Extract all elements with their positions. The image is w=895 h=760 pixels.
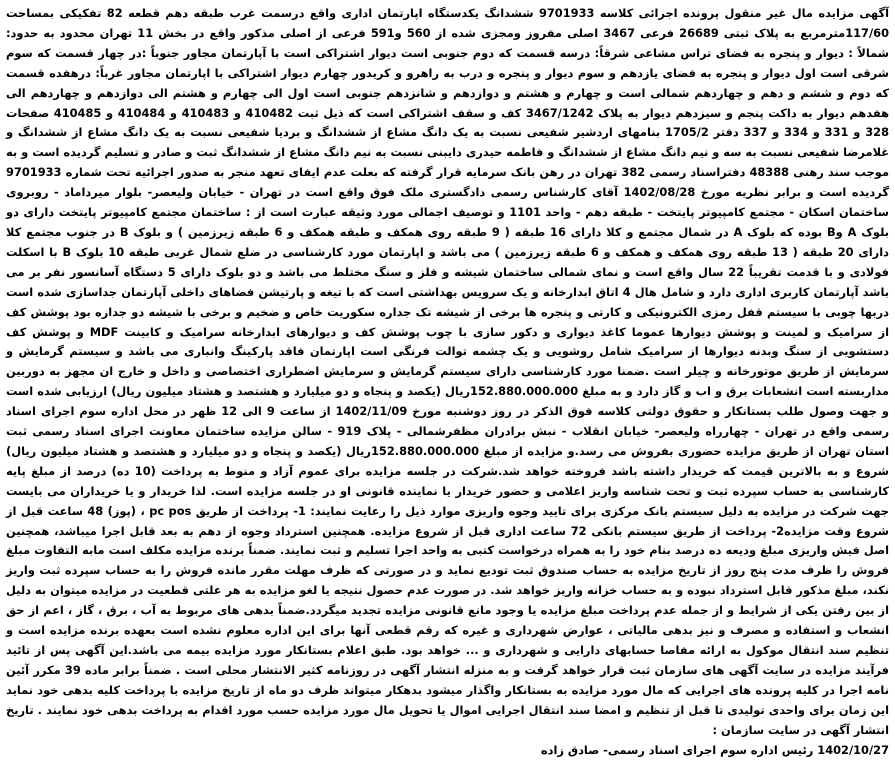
notice-signature: رئیس اداره سوم اجرای اسناد رسمی- صادق زاده [540, 742, 814, 757]
notice-date: 1402/10/27 [817, 742, 889, 757]
notice-body-text: آگهی مزایده مال غیر منقول پرونده اجرائی کلاسه 9701933 ششدانگ یکدستگاه اپارتمان اداری واقع درسمت غرب طبقه دهم قطعه 82 تفکیکی بمساحت 117/60مترمربع به پلاک ثبتی 26689 فرعی 3467 اصلی مفروز ومجزی شده از 560 و591 فرعی از اصلی مذکور واقع در بخش 11 تهران محدود به حدود: شمالاً : دیوار و پنجره به فضای تراس مشاعی شرقاً: درسه قسمت که دوم جنوبی است دیوار اشتراکی است با آپارتمان مجاور جنوباً :در چهار قسمت که سوم شرقی است اول دیوار و پنجره به فضای یازدهم و سوم دیوار و پنجره و درب به راهرو و کریدور چهارم دیوار اشتراکی با اپارتمان مجاور غرباً: درهفده قسمت که دوم و ششم و دهم و چهاردهم شمالی است و چهارم و هشتم و دوازدهم و شانزدهم جنوبی است اول الی چهارم و هشتم الی دوازدهم و چهاردهم الی هفدهم دیوار به داکت پنجم و سیزدهم دیوار به پلاک 3467/1242 کف و سقف اشتراکی است که ذیل ثبت 410482 و 410483 و 410484 و 410485 صفحات 328 و 331 و 334 و 337 دفتر 1705/2 بنامهای اردشیر شفیعی نسبت به یک دانگ مشاع از ششدانگ و بردیا شفیعی نسبت به یک دانگ مشاع از ششدانگ و غلامرضا شفیعی نسبت به سه و نیم دانگ مشاع از ششدانگ و فاطمه حیدری دایبنی نسبت به نیم دانگ مشاع از ششدانگ ثبت و صادر و تسلیم گردیده است و به موجب سند رهنی 48388 دفتراسناد رسمی 382 تهران در رهن بانک سرمایه قرار گرفته که بعلت عدم ایفای تعهد منجر به صدور اجرائیه تحت شماره 9701933 گردیده است و برابر نظریه مورخ 1402/08/28 آقای کارشناس رسمی دادگستری ملک فوق واقع است در تهران - خیابان ولیعصر- بلوار میرداماد - روبروی ساختمان اسکان - مجتمع کامپیوتر پایتخت - طبقه دهم - واحد 1101 و توصیف اجمالی مورد وثیقه عبارت است از : ساختمان مجتمع کامپیوتر پایتخت دارای دو بلوک A وB بوده که بلوک A در شمال مجتمع و کلا دارای 16 طبقه ( 9 طبقه روی همکف و طبقه همکف و 6 طبقه زیرزمین ) و بلوک B در جنوب مجتمع کلا دارای 20 طبقه ( 13 طبقه روی همکف و همکف و 6 طبقه زیرزمین ) می باشد و اپارتمان مورد کارشناسی در ضلع شمال غربی طبقه 10 بلوک B با اسکلت فولادی و با قدمت تقریباً 22 سال واقع است و نمای شمالی ساختمان شیشه و فلز و سنگ مختلط می باشد و دو بلوک دارای 5 دستگاه آسانسور نفر بر می باشد آپارتمان کاربری اداری دارد و شامل هال 4 اتاق ابدارخانه و یک سرویس بهداشتی است که با تیغه و پارتیشن فضاهای داخلی آپارتمان جداسازی شده است دربها چوبی با سیستم قفل رمزی الکترونیکی و کارتی و پنجره ها برخی از شیشه تک جداره سکوریت خاص و ضخیم و برخی با شیشه دو جداره بود پوشش کف از سرامیک و لمینت و پوشش دیوارها عموما کاغذ دیواری و دکور سازی با چوب پوشش کف و دیوارهای ابدارخانه سرامیک و کابینت MDF و پوشش کف دستشویی از سنگ وبدنه دیوارها از سرامیک شامل روشویی و یک چشمه توالت فرنگی است اپارتمان فاقد پارکینگ وانباری می باشد و سیستم گرمایش و سرمایش از طریق موتورخانه و چیلر است .ضمنا مورد کارشناسی دارای سیستم گرمایش و سرمایش اضطراری اختصاصی و داخل و خارج ان مجهز به دوربین مداربسته است انشعابات برق و اب و گاز دارد و به مبلغ 152.880.000.000ریال (یکصد و پنجاه و دو میلیارد و هشتصد و هشتاد میلیون ریال) ارزیابی شده است و جهت وصول طلب بستانکار و حقوق دولتی کلاسه فوق الذکر در روز دوشنبه مورخ 1402/11/09 از ساعت 9 الی 12 ظهر در محل اداره سوم اجرای اسناد رسمی واقع در تهران - چهارراه ولیعصر- خیابان انقلاب - نبش برادران مظفرشمالی - پلاک 919 - سالن مزایده ساختمان معاونت اجرای اسناد رسمی ثبت استان تهران از طریق مزایده حضوری بفروش می رسد.و مزایده از مبلغ 152.880.000.000ریال (یکصد و پنجاه و دو میلیارد و هشتصد و هشتاد میلیون ریال) شروع و به بالاترین قیمت که خریدار داشته باشد فروخته خواهد شد.شرکت در جلسه مزایده برای عموم آزاد و منوط به پرداخت (10 ده) درصد از مبلغ پایه کارشناسی به حساب سپرده ثبت و تحت شناسه واریز اعلامی و حضور خریدار یا نماینده قانونی او در جلسه مزایده است. لذا خریدار و یا خریداران می بایست جهت شرکت در مزایده به دلیل سیستم بانک مرکزی برای تایید وجوه واریزی موارد ذیل را رعایت نمایند: 1- پرداخت از طریق pc pos ، (پوز) 48 ساعت قبل از شروع وقت مزایده2- پرداخت از طریق سیستم بانکی 72 ساعت اداری قبل از شروع مزایده. همچنین استرداد وجوه از دهم به بعد قابل اجرا میباشد، همچنین اصل فیش واریزی مبلغ ودیعه ده درصد بنام خود را به همراه درخواست کتبی به واحد اجرا تسلیم و ثبت نمایند. ضمناً برنده مزایده مکلف است مابه التفاوت مبلغ فروش را ظرف مدت پنج روز از تاریخ مزایده به حساب صندوق ثبت تودیع نماید و در صورتی که ظرف مهلت مقرر مانده فروش را به حساب سپرده ثبت واریز نکند، مبلغ مذکور قابل استرداد نبوده و به حساب خزانه واریز خواهد شد. در صورت عدم حصول نتیجه یا لغو مزایده به هر علتی قطعیت در مزایده میتوان به دلیل از بین رفتن یکی از شرایط و از جمله عدم پرداخت مبلغ مزایده یا وجود مانع قانونی مزایده تجدید میگردد.ضمناً بدهی های مربوط به آب ، برق ، گاز ، اعم از حق انشعاب و استفاده و مصرف و نیز بدهی مالیاتی ، عوارض شهرداری و غیره که رقم قطعی آنها برای این اداره معلوم نشده است بعهده برنده مزایده است و تنظیم سند انتقال موکول به ارائه مفاصا حسابهای دارایی و شهرداری و ... خواهد بود. طبق اعلام بستانکار مورد مزایده بیمه می باشد.این آگهی پس از تائید فرآیند مزایده در سایت آگهی های سازمان ثبت قرار خواهد گرفت و به منزله انتشار آگهی در روزنامه کثیر الانتشار محلی است . ضمناً برابر ماده 39 مکرر آئین نامه اجرا در کلیه پرونده های اجرایی که مال مورد مزایده به بستانکار واگذار میشود بدهکار میتواند ظرف دو ماه از تاریخ مزایده با پرداخت کلیه بدهی خود نماید این زمان برای واحدی تولیدی تا قبل از تنظیم و امضا سند انتقال اجرایی اموال یا تحویل مال مورد مزایده حسب مورد اقدام به پرداخت بدهی خود نمایند . تاریخ انتشار آگهی در سایت سازمان : [6, 6, 890, 737]
auction-notice [6, 4, 890, 757]
notice-body [6, 4, 889, 741]
notice-footer [6, 741, 889, 760]
